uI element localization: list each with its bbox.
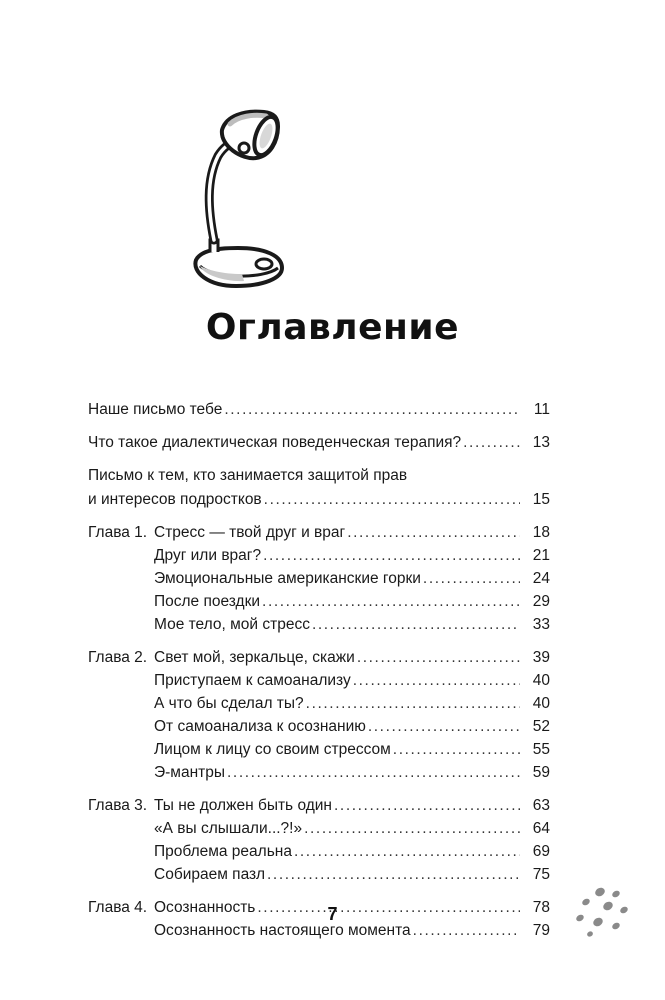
- dot-leader: [304, 817, 520, 840]
- chapter-prefix: Глава 1.: [88, 524, 148, 541]
- toc-entry[interactable]: [88, 398, 550, 421]
- toc-subentry[interactable]: [88, 761, 550, 784]
- table-of-contents: [88, 398, 550, 952]
- toc-chapter-entry[interactable]: [88, 646, 550, 669]
- dot-leader: [312, 613, 520, 636]
- toc-entry-label: От самоанализа к осознанию: [154, 718, 366, 735]
- toc-entry[interactable]: [88, 488, 550, 511]
- toc-entry-label: Что такое диалектическая поведенческая терапия?: [88, 434, 462, 451]
- toc-entry-page: 13: [532, 434, 550, 451]
- page-title: Оглавление: [205, 307, 460, 348]
- toc-subentry[interactable]: [88, 544, 550, 567]
- toc-entry-label: «А вы слышали...?!»: [154, 820, 303, 837]
- dot-leader: [353, 669, 520, 692]
- dot-leader: [264, 488, 520, 511]
- chapter-prefix: Глава 4.: [88, 899, 148, 916]
- toc-group-chapter-1: [88, 521, 550, 636]
- toc-entry-label: и интересов подростков: [88, 491, 262, 508]
- toc-entry-page: 21: [532, 547, 550, 564]
- toc-entry-page: 63: [532, 797, 550, 814]
- toc-entry-label: Эмоциональные американские горки: [154, 570, 421, 587]
- toc-entry-page: 33: [532, 616, 550, 633]
- toc-entry-label: Осознанность: [154, 899, 256, 916]
- toc-entry-page: 75: [532, 866, 550, 883]
- toc-group: [88, 464, 550, 511]
- toc-entry-page: 39: [532, 649, 550, 666]
- toc-entry-page: 64: [532, 820, 550, 837]
- toc-entry-label: А что бы сделал ты?: [154, 695, 304, 712]
- toc-subentry[interactable]: [88, 840, 550, 863]
- toc-subentry[interactable]: [88, 590, 550, 613]
- toc-entry-page: 55: [532, 741, 550, 758]
- toc-group: [88, 398, 550, 421]
- toc-entry-page: 40: [532, 695, 550, 712]
- dot-leader: [357, 646, 520, 669]
- toc-subentry[interactable]: [88, 669, 550, 692]
- toc-subentry[interactable]: [88, 567, 550, 590]
- dot-leader: [224, 398, 520, 421]
- toc-entry-label: Наше письмо тебе: [88, 401, 223, 418]
- toc-entry-label: Собираем пазл: [154, 866, 265, 883]
- toc-entry-page: 59: [532, 764, 550, 781]
- toc-chapter-entry[interactable]: [88, 794, 550, 817]
- toc-entry-label: Приступаем к самоанализу: [154, 672, 351, 689]
- dot-leader: [262, 590, 520, 613]
- toc-entry-page: 18: [532, 524, 550, 541]
- toc-entry-page: 24: [532, 570, 550, 587]
- dot-leader: [368, 715, 520, 738]
- toc-entry-label: После поездки: [154, 593, 261, 610]
- toc-entry-page: 29: [532, 593, 550, 610]
- toc-entry-label: Осознанность настоящего момента: [154, 922, 411, 939]
- dot-leader: [227, 761, 520, 784]
- toc-entry-page: 69: [532, 843, 550, 860]
- toc-entry-label: Проблема реальна: [154, 843, 292, 860]
- toc-subentry[interactable]: [88, 613, 550, 636]
- toc-entry-label: Письмо к тем, кто занимается защитой прав: [88, 467, 408, 484]
- decorative-dots-icon: [572, 886, 632, 938]
- dot-leader: [306, 692, 520, 715]
- page-number: 7: [327, 904, 338, 924]
- toc-entry-label: Лицом к лицу со своим стрессом: [154, 741, 391, 758]
- toc-entry-label: Э-мантры: [154, 764, 225, 781]
- chapter-prefix: Глава 2.: [88, 649, 148, 666]
- chapter-prefix: Глава 3.: [88, 797, 148, 814]
- toc-entry-page: 52: [532, 718, 550, 735]
- dot-leader: [463, 431, 520, 454]
- toc-entry-page: 79: [532, 922, 550, 939]
- desk-lamp-illustration: [178, 102, 298, 302]
- toc-subentry[interactable]: [88, 817, 550, 840]
- toc-group-chapter-3: [88, 794, 550, 886]
- toc-entry-label: Мое тело, мой стресс: [154, 616, 310, 633]
- toc-subentry[interactable]: [88, 738, 550, 761]
- dot-leader: [334, 794, 520, 817]
- toc-group-chapter-2: [88, 646, 550, 784]
- toc-entry-page: 11: [533, 401, 550, 418]
- toc-subentry[interactable]: [88, 715, 550, 738]
- dot-leader: [393, 738, 520, 761]
- toc-entry[interactable]: [88, 431, 550, 454]
- dot-leader: [267, 863, 520, 886]
- toc-entry-page: 15: [532, 491, 550, 508]
- toc-chapter-entry[interactable]: [88, 521, 550, 544]
- dot-leader: [423, 567, 520, 590]
- toc-entry-page: 78: [532, 899, 550, 916]
- dot-leader: [347, 521, 520, 544]
- toc-entry-first-line[interactable]: [88, 464, 550, 488]
- toc-entry-label: Ты не должен быть один: [154, 797, 332, 814]
- toc-group: [88, 431, 550, 454]
- toc-entry-label: Свет мой, зеркальце, скажи: [154, 649, 355, 666]
- dot-leader: [263, 544, 520, 567]
- dot-leader: [294, 840, 520, 863]
- toc-subentry[interactable]: [88, 692, 550, 715]
- toc-entry-label: Друг или враг?: [154, 547, 262, 564]
- toc-entry-label: Стресс — твой друг и враг: [154, 524, 346, 541]
- toc-entry-page: 40: [532, 672, 550, 689]
- toc-subentry[interactable]: [88, 863, 550, 886]
